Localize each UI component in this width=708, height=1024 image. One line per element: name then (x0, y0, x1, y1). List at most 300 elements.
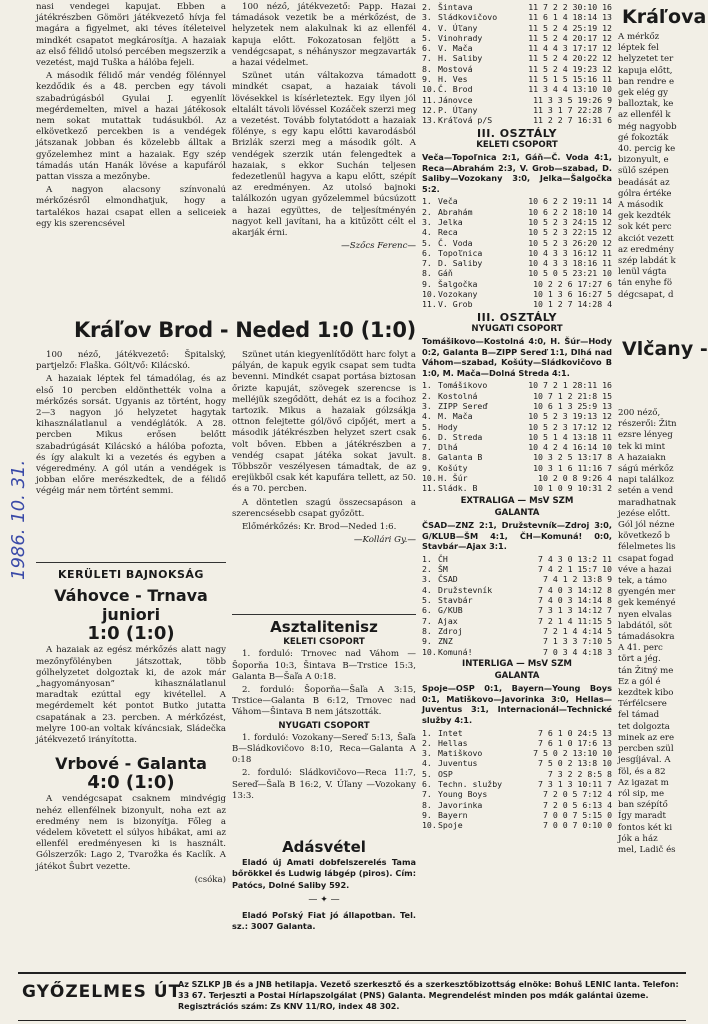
paragraph: 1. forduló: Trnovec nad Váhom —Šoporňa 10:3, Šintava B—Trstice 15:3, Galanta B—Šaľa A 0:18. (232, 649, 416, 682)
stats-cell: 11 7 2 2 30:10 16 (528, 2, 612, 12)
team-cell: Spoje (438, 820, 463, 831)
paragraph: Előmérkőzés: Kr. Brod—Neded 1:6. (242, 522, 397, 533)
rank-cell: 11. (422, 483, 437, 494)
text-line: balloztak, ke (618, 99, 674, 110)
team-cell: H. Šúr (438, 473, 468, 484)
text-line: minek az ere (618, 732, 675, 743)
match-score: 4:0 (1:0) (87, 772, 175, 794)
rank-cell: 6. (422, 605, 432, 616)
team-cell: H. Saliby (438, 53, 483, 64)
table-row (422, 554, 612, 564)
rank-cell: 1. (422, 553, 432, 564)
text-line: Térfélcsere (618, 699, 667, 710)
table-row (422, 564, 612, 574)
rank-cell: 11. (422, 94, 437, 105)
stats-cell: 10 6 2 2 18:10 14 (528, 206, 612, 217)
rank-cell: 10. (422, 820, 437, 831)
stats-cell: 11 5 2 4 20:17 12 (528, 32, 612, 43)
stats-cell: 10 5 2 3 17:12 12 (528, 421, 612, 432)
team-cell: OSP (438, 768, 453, 779)
team-cell: Ajax (438, 615, 458, 626)
team-cell: ZNZ (438, 636, 453, 647)
text-line: gek kezdték (618, 211, 671, 222)
rank-cell: 2. (422, 564, 432, 575)
rank-cell: 5. (422, 32, 432, 43)
rank-cell: 3. (422, 12, 432, 23)
table-row (422, 299, 612, 309)
table-row (422, 84, 612, 94)
rank-cell: 9. (422, 462, 432, 473)
text-line: támadásokra (618, 632, 675, 643)
team-cell: Young Boys (438, 789, 488, 800)
team-cell: Matiškovo (438, 748, 483, 759)
table-row (422, 738, 612, 748)
table-row (422, 779, 612, 789)
team-cell: Dlhá (438, 442, 458, 453)
table-row (422, 800, 612, 810)
stats-cell: 10 1 0 9 10:31 2 (533, 483, 612, 494)
team-cell: Kostolná (438, 390, 478, 401)
team-cell: Hody (438, 421, 458, 432)
rank-cell: 1. (422, 380, 432, 391)
table-row (422, 12, 612, 22)
text-line: tet dolgozta (618, 721, 670, 732)
rank-cell: 5. (422, 421, 432, 432)
text-line: napi találkoz (618, 475, 674, 486)
stats-cell: 10 5 2 3 26:20 12 (528, 237, 612, 248)
team-cell: V. Úľany (438, 22, 478, 33)
text-line: kezdtek kibo (618, 688, 674, 699)
rank-cell: 1. (422, 727, 432, 738)
right-column-bottom (618, 408, 686, 856)
stats-cell: 11 5 2 4 19:23 12 (528, 63, 612, 74)
rank-cell: 4. (422, 227, 432, 238)
paragraph: 2. forduló: Sládkovičovo—Reca 11:7, Sereď—Šaľa B 16:2, V. Úľany —Vozokany 13:3. (232, 768, 416, 801)
table-row (422, 595, 612, 605)
stats-cell: 10 3 2 5 13:17 8 (533, 452, 612, 463)
classified-ad: Eladó Poľský Fiat jó állapotban. Tel. sz.: 3007 Galanta. (232, 910, 416, 932)
divider (36, 562, 226, 563)
team-cell: ŠM (438, 564, 448, 575)
table-row (422, 411, 612, 421)
team-cell: Kráľová p/S (438, 115, 493, 126)
section-title: Asztalitenisz (270, 618, 378, 636)
paragraph: nasi vendegei kapujat. Ebben a játékrészben Gömöri játékvezető hívja fel magára a figyelmet, aki téves ítéleteivel mindkét csapatot megkárosítja. A hazaiak az első félidő utolsó percében megszerzik a vezetést, majd Tuška a hálóba fejeli. (36, 2, 226, 69)
text-line: Gól jól nézne (618, 520, 675, 531)
stats-cell: 7 3 1 3 10:11 7 (538, 779, 612, 790)
team-cell: Vinohrady (438, 32, 483, 43)
table-row (422, 463, 612, 473)
kerulet-section (36, 565, 226, 890)
team-cell: Tomášikovo (438, 380, 488, 391)
team-cell: Hellas (438, 737, 468, 748)
text-line: Ez a gól é (618, 676, 661, 687)
stats-cell: 7 2 0 5 6:13 4 (542, 799, 612, 810)
stats-cell: 7 0 0 7 0:10 0 (542, 820, 612, 831)
table-row (422, 616, 612, 626)
text-line: véve a hazai (618, 564, 672, 575)
rank-cell: 10. (422, 289, 437, 300)
paragraph: A döntetlen szagú összecsapáson a szerencsésebb csapat győzött. (232, 497, 416, 519)
text-line: ezsre lényeg (618, 430, 673, 441)
group-subtitle: GALANTA (494, 671, 540, 682)
text-line: gyengén mer (618, 587, 676, 598)
team-cell: ZIPP Sereď (438, 400, 488, 411)
rank-cell: 3. (422, 216, 432, 227)
paragraph: Szünet után váltakozva támadott mindkét csapat, a hazaiak távoli lövésekkel is kísérleteztek. Egy ilyen jól eltalált távoli lövéssel Kozáček szerzi meg a vezetést. Tovább folytatódott a hazaiak fölénye, s egy kapu előtti kavarodásból Brizlák szerzi meg a második gólt. A vendégek szerzik után felengedtek a hazaiak, s ekkor Suchán teljesen fedezetlenül hagyva a kapu előtt, szépít az eredményen. Az utolsó bajnoki találkozón ugyan győzelemmel búcsúzott a hazai együttes, de teljesítményén nagyot kell javítani, ha a kitűzött célt el akarják érni. (232, 71, 416, 239)
text-line: Így maradt (618, 811, 666, 822)
stats-cell: 7 0 3 4 4:18 3 (542, 646, 612, 657)
text-line: föl, és a 82 (618, 766, 666, 777)
table-row (422, 74, 612, 84)
text-line: A hazaiakn (618, 452, 666, 463)
text-line: akciót vezett (618, 233, 674, 244)
paragraph: A nagyon alacsony színvonalú mérkőzésről elmondhatjuk, hogy a tartalékos hazai csapat ellen a seliceiek egy kis szerencsével (36, 185, 226, 229)
group-title: NYUGATI CSOPORT (278, 720, 370, 731)
table-row (422, 53, 612, 63)
table-row (422, 585, 612, 595)
team-cell: Košúty (438, 462, 468, 473)
table-row (422, 33, 612, 43)
stats-cell: 10 5 1 4 13:18 11 (528, 431, 612, 442)
text-line: tán Žitný me (618, 665, 674, 676)
rank-cell: 8. (422, 268, 432, 279)
text-line: félelmetes lis (618, 542, 676, 553)
table-row (422, 728, 612, 738)
table-row (422, 95, 612, 105)
table-row (422, 64, 612, 74)
table-row (422, 115, 612, 125)
match-title: Váhovce - Trnava juniori (54, 586, 208, 625)
rank-cell: 10. (422, 473, 437, 484)
stats-cell: 7 4 0 3 14:12 8 (538, 584, 612, 595)
text-line: következő b (618, 531, 671, 542)
team-cell: Č. Brod (438, 84, 473, 95)
rank-cell: 8. (422, 452, 432, 463)
text-line: Az igazat m (618, 777, 669, 788)
col1-top-article (36, 2, 226, 232)
text-line: szép labdát k (618, 256, 676, 267)
team-cell: Družstevník (438, 584, 493, 595)
rank-cell: 4. (422, 22, 432, 33)
rank-cell: 7. (422, 615, 432, 626)
table-row (422, 473, 612, 483)
stats-cell: 11 3 1 7 22:28 7 (533, 104, 612, 115)
table-row (422, 2, 612, 12)
text-line: setén a vend (618, 486, 674, 497)
team-cell: Jánovce (438, 94, 473, 105)
text-line: jesgíjával. A (618, 755, 671, 766)
table-row (422, 483, 612, 493)
team-cell: Reca (438, 227, 458, 238)
team-cell: P. Úľany (438, 104, 478, 115)
table-row (422, 789, 612, 799)
text-line: 40. percig ke (618, 144, 676, 155)
stats-cell: 10 4 3 3 18:16 11 (528, 258, 612, 269)
text-line: A mérkőz (618, 32, 660, 42)
rank-cell: 2. (422, 390, 432, 401)
team-cell: Šalgočka (438, 278, 478, 289)
stats-cell: 7 4 2 1 15:7 10 (538, 564, 612, 575)
rank-cell: 10. (422, 84, 437, 95)
rank-cell: 5. (422, 595, 432, 606)
rank-cell: 4. (422, 758, 432, 769)
stats-cell: 10 6 1 3 25:9 13 (533, 400, 612, 411)
stats-cell: 7 5 0 2 13:10 10 (533, 748, 612, 759)
separator-icon: — ✦ — (308, 894, 340, 905)
right-column-top (618, 32, 686, 301)
team-cell: G/KUB (438, 605, 463, 616)
text-line: labdától, söt (618, 620, 672, 631)
section-title: III. OSZTÁLY (477, 310, 557, 324)
text-line: maradhatnak (618, 497, 676, 508)
rank-cell: 8. (422, 799, 432, 810)
table-row (422, 810, 612, 820)
team-cell: V. Mača (438, 43, 473, 54)
team-cell: Juventus (438, 758, 478, 769)
stats-cell: 10 7 2 1 28:11 16 (528, 380, 612, 391)
stats-cell: 10 5 2 3 19:13 12 (528, 411, 612, 422)
table-row (422, 758, 612, 768)
team-cell: Gáň (438, 268, 453, 279)
stats-cell: 7 1 3 3 7:10 5 (542, 636, 612, 647)
text-line: mel, Ladič és (618, 844, 676, 855)
table-row (422, 391, 612, 401)
standings-table (422, 2, 612, 126)
stats-cell: 10 5 2 3 22:15 12 (528, 227, 612, 238)
standings-table (422, 554, 612, 657)
rank-cell: 5. (422, 237, 432, 248)
rank-cell: 8. (422, 63, 432, 74)
group-subtitle: GALANTA (494, 507, 540, 518)
team-cell: Zdroj (438, 625, 463, 636)
stats-cell: 10 7 1 2 21:8 15 (533, 390, 612, 401)
table-row (422, 207, 612, 217)
byline: —Kollári Gy.— (353, 535, 416, 546)
table-row (422, 248, 612, 258)
team-cell: Č. Voda (438, 237, 473, 248)
col1-mid-article (36, 350, 226, 500)
text-line: A 41. perc (618, 643, 663, 654)
text-line: tán enyhe fö (618, 278, 673, 289)
text-line: jezése előtt. (618, 508, 671, 519)
stats-cell: 7 4 3 0 13:2 11 (538, 553, 612, 564)
paragraph: 2. forduló: Šoporňa—Šaľa A 3:15, Trstice—Galanta B 6:12, Trnovec nad Váhom—Šintava B nem játszották. (232, 685, 416, 718)
rank-cell: 7. (422, 442, 432, 453)
paragraph: A vendégcsapat csaknem mindvégig nehéz ellenfélnek bizonyult, noha ezt az eredmény nem is bizonyítja. Főleg a védelem követett el súlyos hibákat, ami az ellenfél eredményesen ki is használt. Gólszerzők: Lago 2, Tvarožka és Kaclík. A játékot Šubrt vezette. (36, 794, 226, 872)
stats-cell: 7 3 1 3 14:12 7 (538, 605, 612, 616)
stats-cell: 11 2 2 7 16:31 6 (533, 115, 612, 126)
table-row (422, 442, 612, 452)
table-row (422, 196, 612, 206)
table-row (422, 605, 612, 615)
stats-cell: 10 2 0 8 9:26 4 (538, 473, 612, 484)
table-row (422, 238, 612, 248)
table-row (422, 43, 612, 53)
stats-cell: 7 0 0 7 5:15 0 (542, 809, 612, 820)
byline: —Szőcs Ferenc— (341, 241, 416, 252)
text-line: fontos két ki (618, 822, 673, 833)
rank-cell: 7. (422, 53, 432, 64)
stats-cell: 11 3 3 5 19:26 9 (533, 94, 612, 105)
team-cell: ČSAD (438, 574, 458, 585)
text-line: az eredmény (618, 244, 674, 255)
results-text: Tomášikovo—Kostolná 4:0, H. Šúr—Hody 0:2, Galanta B—ZIPP Sereď 1:1, Dlhá nad Váhom—szabad, Košúty—Sládkovičovo B 1:0, M. Mača—Dolná Streda 4:1. (422, 336, 612, 378)
text-line: csapat fogad (618, 553, 674, 564)
imprint-text: Az SZLKP JB és a JNB hetilapja. Vezető szerkesztő és a szerkesztőbizottság elnöke: Bohuš LENIC lanta. Telefon: 33 67. Terjeszti a Postai Hírlapszolgálat (PNS) Galanta. Megrendelést minden pos mdák galántai üzeme. Regisztrációs szám: Zs KNV 11/RO, index 48 302. (178, 980, 679, 1011)
rank-cell: 1. (422, 196, 432, 207)
table-row (422, 647, 612, 657)
team-cell: Javorinka (438, 799, 483, 810)
stats-cell: 10 2 2 6 17:27 6 (533, 278, 612, 289)
stats-cell: 7 4 0 3 14:14 8 (538, 595, 612, 606)
col2-mid-article (232, 350, 416, 550)
results-text: Veča—Topoľnica 2:1, Gáň—Č. Voda 4:1, Reca—Abrahám 2:3, V. Grob—szabad, D. Saliby—Vozokany 3:0, Jelka—Šalgočka 5:2. (422, 151, 612, 194)
results-text: ČSAD—ZNZ 2:1, Družstevník—Zdroj 3:0, G/KLUB—ŠM 4:1, ČH—Komuná! 0:0, Stavbár—Ajax 3:1. (422, 520, 612, 552)
team-cell: H. Ves (438, 74, 468, 85)
text-line: tek ki mint (618, 441, 666, 452)
team-cell: D. Saliby (438, 258, 483, 269)
text-line: ról sip, me (618, 788, 665, 799)
text-line: ban szépítő (618, 800, 668, 811)
stats-cell: 10 5 0 5 23:21 10 (528, 268, 612, 279)
group-title: KELETI CSOPORT (283, 637, 365, 648)
main-headline: Kráľov Brod - Neded 1:0 (1:0) (74, 318, 416, 342)
standings-table (422, 380, 612, 493)
team-cell: Vozokany (438, 289, 478, 300)
rank-cell: 2. (422, 206, 432, 217)
newspaper-logo: GYŐZELMES ÚT (22, 982, 182, 1002)
table-row (422, 626, 612, 636)
stats-cell: 11 5 1 5 15:16 11 (528, 74, 612, 85)
text-line: gé fokozták (618, 132, 669, 143)
stats-cell: 7 2 1 4 4:14 5 (542, 625, 612, 636)
table-row (422, 258, 612, 268)
right-headline: Vlčany - (622, 338, 708, 360)
text-line: percben szül (618, 744, 674, 755)
table-row (422, 769, 612, 779)
table-row (422, 23, 612, 33)
text-line: még nagyobb (618, 121, 677, 132)
table-row (422, 105, 612, 115)
team-cell: ČH (438, 553, 448, 564)
table-row (422, 217, 612, 227)
team-cell: V. Grob (438, 299, 473, 310)
table-row (422, 432, 612, 442)
rank-cell: 7. (422, 789, 432, 800)
rank-cell: 4. (422, 584, 432, 595)
rank-cell: 5. (422, 768, 432, 779)
text-line: az ellenfél k (618, 110, 671, 121)
section-title: III. OSZTÁLY (477, 126, 557, 140)
section-title: KERÜLETI BAJNOKSÁG (58, 568, 204, 581)
paragraph: 1. forduló: Vozokany—Sereď 5:13, Šaľa B—Sládkovičovo 8:10, Reca—Galanta A 0:18 (232, 732, 416, 766)
team-cell: Abrahám (438, 206, 473, 217)
rank-cell: 8. (422, 625, 432, 636)
rank-cell: 9. (422, 74, 432, 85)
table-row (422, 227, 612, 237)
text-line: kapuja előtt, (618, 65, 673, 76)
stats-cell: 7 2 0 5 7:12 4 (542, 789, 612, 800)
group-title: NYUGATI CSOPORT (471, 323, 563, 334)
text-line: helyzetet ter (618, 54, 674, 65)
text-line: tek, a támo (618, 576, 667, 587)
paragraph: A hazaiak léptek fel támadólag, és az első 10 percben eldönthették volna a mérkőzés sorsát. Ugyanis az történt, hogy 2—3 nagyon jó helyzetet hagytak kihasználatlanul a vendéglátók. A 28. percben Mikus erősen belőtt szabadrúgását Kilácskó a hálóba pofozta, és így alakult ki a vezetés és egyben a végeredmény. A gól után a vendégek is jobban előre merészkedtek, de a félidő végéig már nem történt semmi. (36, 374, 226, 497)
text-line: 200 néző, (618, 408, 661, 418)
stats-cell: 11 6 1 4 18:14 13 (528, 12, 612, 23)
stats-cell: 10 3 1 6 11:16 7 (533, 462, 612, 473)
rank-cell: 4. (422, 411, 432, 422)
stats-cell: 10 4 2 4 16:14 10 (528, 442, 612, 453)
paragraph: 100 néző, játékvezető: Špitalský, partjelző: Flaška. Gólt/vő: Kilácskó. (36, 350, 226, 372)
standings-table (422, 196, 612, 309)
text-line: nyen elvalas (618, 609, 672, 620)
text-line: dégcsapat, d (618, 289, 674, 300)
rank-cell: 2. (422, 737, 432, 748)
table-row (422, 574, 612, 584)
adas-section (232, 838, 416, 934)
text-line: ban rendre e (618, 76, 675, 87)
asztal-section (232, 618, 416, 804)
text-line: fel támad (618, 710, 660, 721)
handwritten-date: 1986. 10. 31. (8, 459, 29, 580)
rank-cell: 11. (422, 299, 437, 310)
text-line: ságú mérkőz (618, 464, 674, 475)
stats-cell: 11 5 2 4 20:22 12 (528, 53, 612, 64)
rank-cell: 12. (422, 104, 437, 115)
text-line: gek keményé (618, 598, 676, 609)
text-line: gólra értéke (618, 188, 672, 199)
rank-cell: 6. (422, 43, 432, 54)
team-cell: Veča (438, 196, 458, 207)
stats-cell: 7 6 1 0 24:5 13 (538, 727, 612, 738)
stats-cell: 7 4 1 2 13:8 9 (542, 574, 612, 585)
rank-cell: 7. (422, 258, 432, 269)
rank-cell: 3. (422, 574, 432, 585)
classified-ad: Eladó új Amati dobfelszerelés Tama bőrökkel és Ludwig lábgép (piros). Cím: Patócs, Dolné Saliby 592. (232, 857, 416, 890)
table-row (422, 452, 612, 462)
team-cell: Šintava (438, 2, 473, 12)
team-cell: Topoľnica (438, 247, 483, 258)
team-cell: Techn. služby (438, 779, 503, 790)
paragraph: Szünet után kiegyenlítődött harc folyt a pályán, de kapuk egyik csapat sem tudta bevenni. Mindkét csapat portása biztosan őrizte kapuját, szövegek szerencse is melléjük szegődött, dehát ez is a focihoz tartozik. Mikus a hazaiak gólzsákja ottnon felejtette gól/övő cipőjét, mert a második játékrészben helyzet szert csak volt bőven. Ebben a játékrészben a vendég csapat játéka sokat javult. Többször veszélyesen támadtak, de az erejükből csak két kapufára tellett, az 50. és a 70. percben. (232, 350, 416, 495)
rank-cell: 3. (422, 748, 432, 759)
group-title: KELETI CSOPORT (476, 139, 558, 150)
text-line: léptek fel (618, 43, 659, 54)
section-title: Adásvétel (282, 838, 366, 856)
team-cell: Galanta B (438, 452, 483, 463)
stats-cell: 10 1 3 6 16:27 5 (533, 289, 612, 300)
stats-cell: 10 5 2 3 24:15 12 (528, 216, 612, 227)
rank-cell: 2. (422, 2, 432, 12)
team-cell: Mostová (438, 63, 473, 74)
text-line: gek elég gy (618, 88, 669, 99)
rank-cell: 9. (422, 809, 432, 820)
team-cell: M. Mača (438, 411, 473, 422)
rank-cell: 6. (422, 779, 432, 790)
text-line: tört a jég. (618, 654, 661, 665)
rank-cell: 9. (422, 278, 432, 289)
team-cell: Stavbár (438, 595, 473, 606)
stats-cell: 11 5 2 4 25:19 12 (528, 22, 612, 33)
text-line: részerői: Žitn (618, 419, 677, 430)
stats-cell: 7 5 0 2 13:8 10 (538, 758, 612, 769)
table-row (422, 748, 612, 758)
team-cell: Intet (438, 727, 463, 738)
team-cell: Bayern (438, 809, 468, 820)
rank-cell: 3. (422, 400, 432, 411)
match-title: Vrbové - Galanta (55, 754, 207, 774)
